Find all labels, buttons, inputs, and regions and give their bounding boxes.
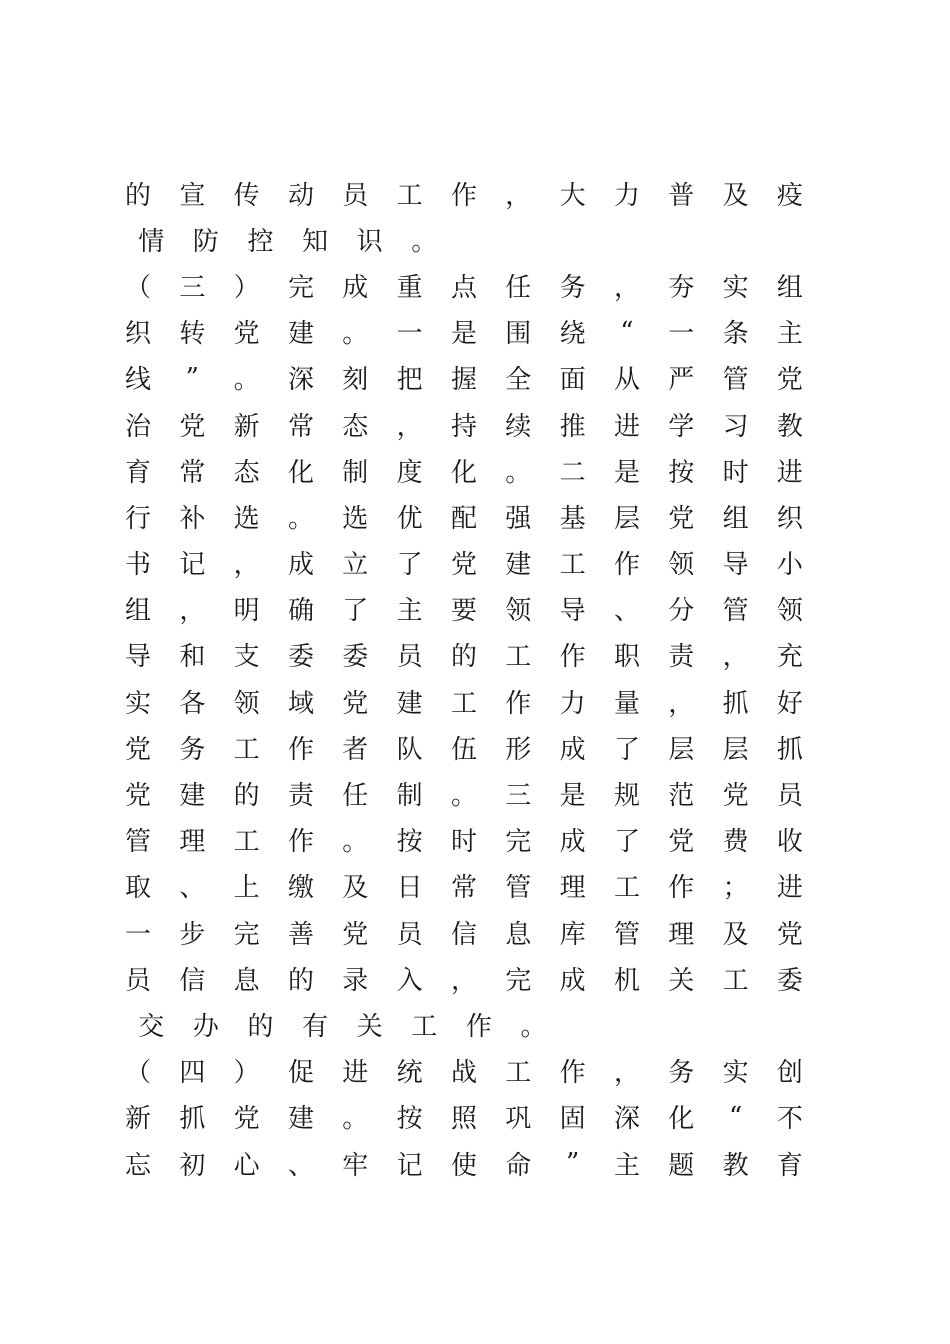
text-char: ， bbox=[179, 596, 206, 627]
text-char: 工 bbox=[505, 1058, 532, 1089]
text-char: ， bbox=[613, 1058, 640, 1089]
text-char: 库 bbox=[559, 919, 586, 950]
text-char: 工 bbox=[722, 965, 749, 996]
text-char: 员 bbox=[342, 180, 369, 211]
text-char: 实 bbox=[722, 272, 749, 303]
text-line bbox=[124, 1094, 804, 1140]
text-char: 理 bbox=[179, 827, 206, 858]
text-char: 步 bbox=[179, 919, 206, 950]
text-char: 交 bbox=[138, 1011, 165, 1042]
text-char: 作 bbox=[287, 827, 314, 858]
text-char: 识 bbox=[356, 226, 383, 257]
text-char: 信 bbox=[450, 919, 477, 950]
text-char: 面 bbox=[559, 365, 586, 396]
text-char: 实 bbox=[722, 1058, 749, 1089]
text-char: 分 bbox=[668, 596, 695, 627]
text-char: 严 bbox=[668, 365, 695, 396]
text-char: 领 bbox=[505, 596, 532, 627]
text-char: 成 bbox=[559, 734, 586, 765]
text-char: 层 bbox=[722, 734, 749, 765]
text-char: 力 bbox=[559, 688, 586, 719]
text-char: 管 bbox=[722, 365, 749, 396]
text-char: 小 bbox=[776, 550, 803, 581]
text-char: 了 bbox=[613, 734, 640, 765]
text-char: 一 bbox=[668, 319, 695, 350]
text-char: 、 bbox=[613, 596, 640, 627]
text-char: 、 bbox=[179, 873, 206, 904]
text-char: 习 bbox=[722, 411, 749, 442]
text-char: 信 bbox=[179, 965, 206, 996]
text-line bbox=[124, 1140, 804, 1186]
text-char: 工 bbox=[505, 642, 532, 673]
text-char: 使 bbox=[450, 1150, 477, 1181]
text-char: 委 bbox=[342, 642, 369, 673]
text-char: 态 bbox=[342, 411, 369, 442]
text-char: 员 bbox=[396, 919, 423, 950]
text-char: 关 bbox=[668, 965, 695, 996]
text-char: 治 bbox=[124, 411, 151, 442]
text-char: 作 bbox=[287, 734, 314, 765]
text-char: 建 bbox=[396, 688, 423, 719]
text-char: 宣 bbox=[179, 180, 206, 211]
text-char: 按 bbox=[396, 827, 423, 858]
text-char: ， bbox=[233, 550, 260, 581]
text-char: 力 bbox=[613, 180, 640, 211]
text-char: 知 bbox=[302, 226, 329, 257]
text-char: 及 bbox=[342, 873, 369, 904]
text-char: 党 bbox=[233, 319, 260, 350]
text-char: 绕 bbox=[559, 319, 586, 350]
text-char: 疫 bbox=[776, 180, 803, 211]
text-char: 层 bbox=[668, 734, 695, 765]
text-char: 管 bbox=[722, 596, 749, 627]
text-char: 记 bbox=[396, 1150, 423, 1181]
text-char: 工 bbox=[396, 180, 423, 211]
text-char: 抓 bbox=[776, 734, 803, 765]
text-char: 管 bbox=[613, 919, 640, 950]
text-char: 进 bbox=[613, 411, 640, 442]
text-char: 员 bbox=[396, 642, 423, 673]
text-line bbox=[124, 724, 804, 770]
text-char: 成 bbox=[287, 550, 314, 581]
text-char: 务 bbox=[179, 734, 206, 765]
text-char: 常 bbox=[287, 411, 314, 442]
text-char: 作 bbox=[465, 1011, 492, 1042]
text-char: 。 bbox=[450, 781, 477, 812]
text-char: 优 bbox=[396, 503, 423, 534]
text-char: 及 bbox=[722, 919, 749, 950]
text-char: 织 bbox=[124, 319, 151, 350]
text-char: 续 bbox=[505, 411, 532, 442]
text-char: 化 bbox=[450, 457, 477, 488]
text-char: 制 bbox=[342, 457, 369, 488]
text-char: 务 bbox=[559, 272, 586, 303]
text-char: 工 bbox=[559, 550, 586, 581]
text-char: 成 bbox=[559, 827, 586, 858]
text-char: 围 bbox=[505, 319, 532, 350]
text-line bbox=[124, 216, 804, 262]
text-char: 委 bbox=[776, 965, 803, 996]
text-char: 配 bbox=[450, 503, 477, 534]
text-char: 员 bbox=[776, 781, 803, 812]
text-char: 是 bbox=[450, 319, 477, 350]
text-char: 支 bbox=[233, 642, 260, 673]
text-char: 了 bbox=[396, 550, 423, 581]
text-char: 进 bbox=[342, 1058, 369, 1089]
text-char: 作 bbox=[505, 688, 532, 719]
body-text bbox=[124, 170, 804, 1186]
text-char: 好 bbox=[776, 688, 803, 719]
text-char: 点 bbox=[450, 272, 477, 303]
text-char: 一 bbox=[396, 319, 423, 350]
text-char: 范 bbox=[668, 781, 695, 812]
text-char: 大 bbox=[559, 180, 586, 211]
text-char: 完 bbox=[505, 965, 532, 996]
text-line bbox=[124, 262, 804, 308]
text-char: 常 bbox=[450, 873, 477, 904]
text-char: 刻 bbox=[342, 365, 369, 396]
text-char: 三 bbox=[505, 781, 532, 812]
text-char: 建 bbox=[287, 319, 314, 350]
text-char: 党 bbox=[776, 365, 803, 396]
text-char: 领 bbox=[776, 596, 803, 627]
text-char: “ bbox=[728, 1101, 743, 1132]
text-char: 责 bbox=[287, 781, 314, 812]
text-char: 时 bbox=[722, 457, 749, 488]
text-char: 导 bbox=[124, 642, 151, 673]
text-char: 推 bbox=[559, 411, 586, 442]
text-char: 照 bbox=[450, 1104, 477, 1135]
text-char: 作 bbox=[450, 180, 477, 211]
text-char: 促 bbox=[287, 1058, 314, 1089]
text-char: 。 bbox=[411, 226, 438, 257]
text-char: 时 bbox=[450, 827, 477, 858]
text-char: 员 bbox=[124, 965, 151, 996]
text-char: 党 bbox=[179, 411, 206, 442]
text-char: 理 bbox=[668, 919, 695, 950]
text-char: 有 bbox=[302, 1011, 329, 1042]
text-char: 务 bbox=[668, 1058, 695, 1089]
text-char: 息 bbox=[233, 965, 260, 996]
text-char: 层 bbox=[613, 503, 640, 534]
text-char: 作 bbox=[559, 1058, 586, 1089]
text-char: 者 bbox=[342, 734, 369, 765]
text-char: 巩 bbox=[505, 1104, 532, 1135]
text-char: 不 bbox=[776, 1104, 803, 1135]
text-char: 作 bbox=[559, 642, 586, 673]
text-char: 上 bbox=[233, 873, 260, 904]
text-char: 初 bbox=[179, 1150, 206, 1181]
text-char: 规 bbox=[613, 781, 640, 812]
text-char: 三 bbox=[179, 272, 206, 303]
text-char: 党 bbox=[342, 688, 369, 719]
text-char: 统 bbox=[396, 1058, 423, 1089]
text-char: 党 bbox=[124, 781, 151, 812]
text-char: 的 bbox=[450, 642, 477, 673]
text-line bbox=[124, 1001, 804, 1047]
text-char: ， bbox=[505, 180, 532, 211]
text-char: 党 bbox=[668, 827, 695, 858]
text-char: 和 bbox=[179, 642, 206, 673]
text-line bbox=[124, 493, 804, 539]
text-char: 明 bbox=[233, 596, 260, 627]
text-char: 态 bbox=[233, 457, 260, 488]
text-char: 费 bbox=[722, 827, 749, 858]
text-char: 重 bbox=[396, 272, 423, 303]
text-char: 伍 bbox=[450, 734, 477, 765]
text-char: 完 bbox=[233, 919, 260, 950]
text-char: 命 bbox=[505, 1150, 532, 1181]
text-char: 新 bbox=[124, 1104, 151, 1135]
text-char: 新 bbox=[233, 411, 260, 442]
text-char: ， bbox=[396, 411, 423, 442]
text-line bbox=[124, 355, 804, 401]
text-char: 。 bbox=[520, 1011, 547, 1042]
text-line bbox=[124, 170, 804, 216]
text-char: 一 bbox=[124, 919, 151, 950]
text-char: 党 bbox=[233, 1104, 260, 1135]
text-char: 普 bbox=[668, 180, 695, 211]
text-char: 二 bbox=[559, 457, 586, 488]
text-char: ” bbox=[565, 1148, 580, 1179]
text-char: “ bbox=[620, 316, 634, 347]
text-char: 基 bbox=[559, 503, 586, 534]
text-char: 线 bbox=[124, 365, 151, 396]
text-char: 日 bbox=[396, 873, 423, 904]
text-char: 主 bbox=[613, 1150, 640, 1181]
text-char: 领 bbox=[233, 688, 260, 719]
text-char: 育 bbox=[776, 1150, 803, 1181]
text-char: （ bbox=[124, 272, 151, 303]
text-char: 进 bbox=[776, 457, 803, 488]
text-char: 的 bbox=[124, 180, 151, 211]
text-char: 党 bbox=[776, 919, 803, 950]
text-char: ； bbox=[722, 873, 749, 904]
text-line bbox=[124, 632, 804, 678]
text-line bbox=[124, 1048, 804, 1094]
text-char: ， bbox=[668, 688, 695, 719]
text-char: 学 bbox=[668, 411, 695, 442]
text-char: 党 bbox=[342, 919, 369, 950]
text-char: ） bbox=[233, 272, 260, 303]
text-char: 善 bbox=[287, 919, 314, 950]
text-char: 收 bbox=[776, 827, 803, 858]
text-char: 育 bbox=[124, 457, 151, 488]
text-char: 确 bbox=[287, 596, 314, 627]
text-line bbox=[124, 401, 804, 447]
text-char: 完 bbox=[287, 272, 314, 303]
text-char: 固 bbox=[559, 1104, 586, 1135]
text-char: 深 bbox=[613, 1104, 640, 1135]
text-char: 成 bbox=[559, 965, 586, 996]
text-char: 选 bbox=[342, 503, 369, 534]
text-char: 补 bbox=[179, 503, 206, 534]
text-char: 把 bbox=[396, 365, 423, 396]
text-char: 域 bbox=[287, 688, 314, 719]
text-char: 管 bbox=[124, 827, 151, 858]
text-char: （ bbox=[124, 1058, 151, 1089]
text-char: 常 bbox=[179, 457, 206, 488]
text-char: ， bbox=[613, 272, 640, 303]
text-char: 管 bbox=[505, 873, 532, 904]
text-char: 取 bbox=[124, 873, 151, 904]
text-char: 入 bbox=[396, 965, 423, 996]
text-char: 的 bbox=[287, 965, 314, 996]
text-char: 了 bbox=[613, 827, 640, 858]
text-char: 持 bbox=[450, 411, 477, 442]
text-char: 关 bbox=[356, 1011, 383, 1042]
text-char: 录 bbox=[342, 965, 369, 996]
text-char: 行 bbox=[124, 503, 151, 534]
text-char: 深 bbox=[287, 365, 314, 396]
text-char: 办 bbox=[192, 1011, 219, 1042]
text-line bbox=[124, 309, 804, 355]
text-line bbox=[124, 955, 804, 1001]
text-char: 进 bbox=[776, 873, 803, 904]
text-char: 建 bbox=[287, 1104, 314, 1135]
text-char: 。 bbox=[342, 319, 369, 350]
text-char: 转 bbox=[179, 319, 206, 350]
text-char: 织 bbox=[776, 503, 803, 534]
text-char: 。 bbox=[287, 503, 314, 534]
text-char: 充 bbox=[776, 642, 803, 673]
text-char: 职 bbox=[613, 642, 640, 673]
text-char: 抓 bbox=[179, 1104, 206, 1135]
text-char: 党 bbox=[450, 550, 477, 581]
text-char: 党 bbox=[722, 781, 749, 812]
text-char: 控 bbox=[247, 226, 274, 257]
text-char: 理 bbox=[559, 873, 586, 904]
text-char: 导 bbox=[722, 550, 749, 581]
text-char: 的 bbox=[247, 1011, 274, 1042]
text-char: 工 bbox=[233, 734, 260, 765]
text-char: 建 bbox=[505, 550, 532, 581]
text-char: 了 bbox=[342, 596, 369, 627]
text-char: 导 bbox=[559, 596, 586, 627]
text-char: 任 bbox=[505, 272, 532, 303]
text-char: 队 bbox=[396, 734, 423, 765]
text-char: ， bbox=[722, 642, 749, 673]
text-char: 抓 bbox=[722, 688, 749, 719]
text-char: 工 bbox=[450, 688, 477, 719]
text-char: 记 bbox=[179, 550, 206, 581]
text-char: 组 bbox=[776, 272, 803, 303]
text-char: 战 bbox=[450, 1058, 477, 1089]
text-char: 全 bbox=[505, 365, 532, 396]
text-char: 各 bbox=[179, 688, 206, 719]
text-char: 忘 bbox=[124, 1150, 151, 1181]
text-char: 成 bbox=[342, 272, 369, 303]
text-char: 作 bbox=[668, 873, 695, 904]
text-char: 化 bbox=[668, 1104, 695, 1135]
text-char: 按 bbox=[396, 1104, 423, 1135]
text-line bbox=[124, 447, 804, 493]
text-char: 形 bbox=[505, 734, 532, 765]
text-line bbox=[124, 909, 804, 955]
text-char: 牢 bbox=[342, 1150, 369, 1181]
text-char: 度 bbox=[396, 457, 423, 488]
text-char: 及 bbox=[722, 180, 749, 211]
text-char: 是 bbox=[559, 781, 586, 812]
text-char: ） bbox=[233, 1058, 260, 1089]
text-char: ， bbox=[450, 965, 477, 996]
text-char: 夯 bbox=[668, 272, 695, 303]
text-char: ” bbox=[185, 362, 199, 393]
text-char: 实 bbox=[124, 688, 151, 719]
text-char: 。 bbox=[505, 457, 532, 488]
text-char: 组 bbox=[124, 596, 151, 627]
text-char: 制 bbox=[396, 781, 423, 812]
text-char: 。 bbox=[342, 1104, 369, 1135]
text-char: 组 bbox=[722, 503, 749, 534]
text-char: 作 bbox=[613, 550, 640, 581]
text-line bbox=[124, 817, 804, 863]
text-char: 立 bbox=[342, 550, 369, 581]
text-char: 主 bbox=[396, 596, 423, 627]
text-char: 党 bbox=[668, 503, 695, 534]
text-char: 缴 bbox=[287, 873, 314, 904]
text-char: 党 bbox=[124, 734, 151, 765]
text-char: 工 bbox=[411, 1011, 438, 1042]
text-char: 按 bbox=[668, 457, 695, 488]
text-char: 创 bbox=[776, 1058, 803, 1089]
text-char: 书 bbox=[124, 550, 151, 581]
text-char: 领 bbox=[668, 550, 695, 581]
text-char: 题 bbox=[668, 1150, 695, 1181]
text-char: 从 bbox=[613, 365, 640, 396]
text-line bbox=[124, 863, 804, 909]
text-char: 工 bbox=[613, 873, 640, 904]
text-char: 完 bbox=[505, 827, 532, 858]
text-char: 任 bbox=[342, 781, 369, 812]
text-char: 条 bbox=[722, 319, 749, 350]
text-char: 。 bbox=[233, 365, 260, 396]
text-char: 息 bbox=[505, 919, 532, 950]
text-char: 是 bbox=[613, 457, 640, 488]
text-char: 教 bbox=[776, 411, 803, 442]
text-char: 。 bbox=[342, 827, 369, 858]
text-char: 、 bbox=[287, 1150, 314, 1181]
text-char: 教 bbox=[722, 1150, 749, 1181]
text-char: 机 bbox=[613, 965, 640, 996]
text-char: 责 bbox=[668, 642, 695, 673]
text-char: 握 bbox=[450, 365, 477, 396]
text-char: 主 bbox=[776, 319, 803, 350]
text-char: 建 bbox=[179, 781, 206, 812]
text-line bbox=[124, 586, 804, 632]
text-char: 心 bbox=[233, 1150, 260, 1181]
text-line bbox=[124, 540, 804, 586]
text-char: 传 bbox=[233, 180, 260, 211]
text-char: 化 bbox=[287, 457, 314, 488]
text-char: 情 bbox=[138, 226, 165, 257]
text-line bbox=[124, 770, 804, 816]
text-char: 量 bbox=[613, 688, 640, 719]
text-line bbox=[124, 678, 804, 724]
text-char: 要 bbox=[450, 596, 477, 627]
text-char: 动 bbox=[287, 180, 314, 211]
text-char: 强 bbox=[505, 503, 532, 534]
text-char: 四 bbox=[179, 1058, 206, 1089]
text-char: 选 bbox=[233, 503, 260, 534]
text-char: 的 bbox=[233, 781, 260, 812]
text-char: 委 bbox=[287, 642, 314, 673]
text-char: 工 bbox=[233, 827, 260, 858]
text-char: 防 bbox=[192, 226, 219, 257]
